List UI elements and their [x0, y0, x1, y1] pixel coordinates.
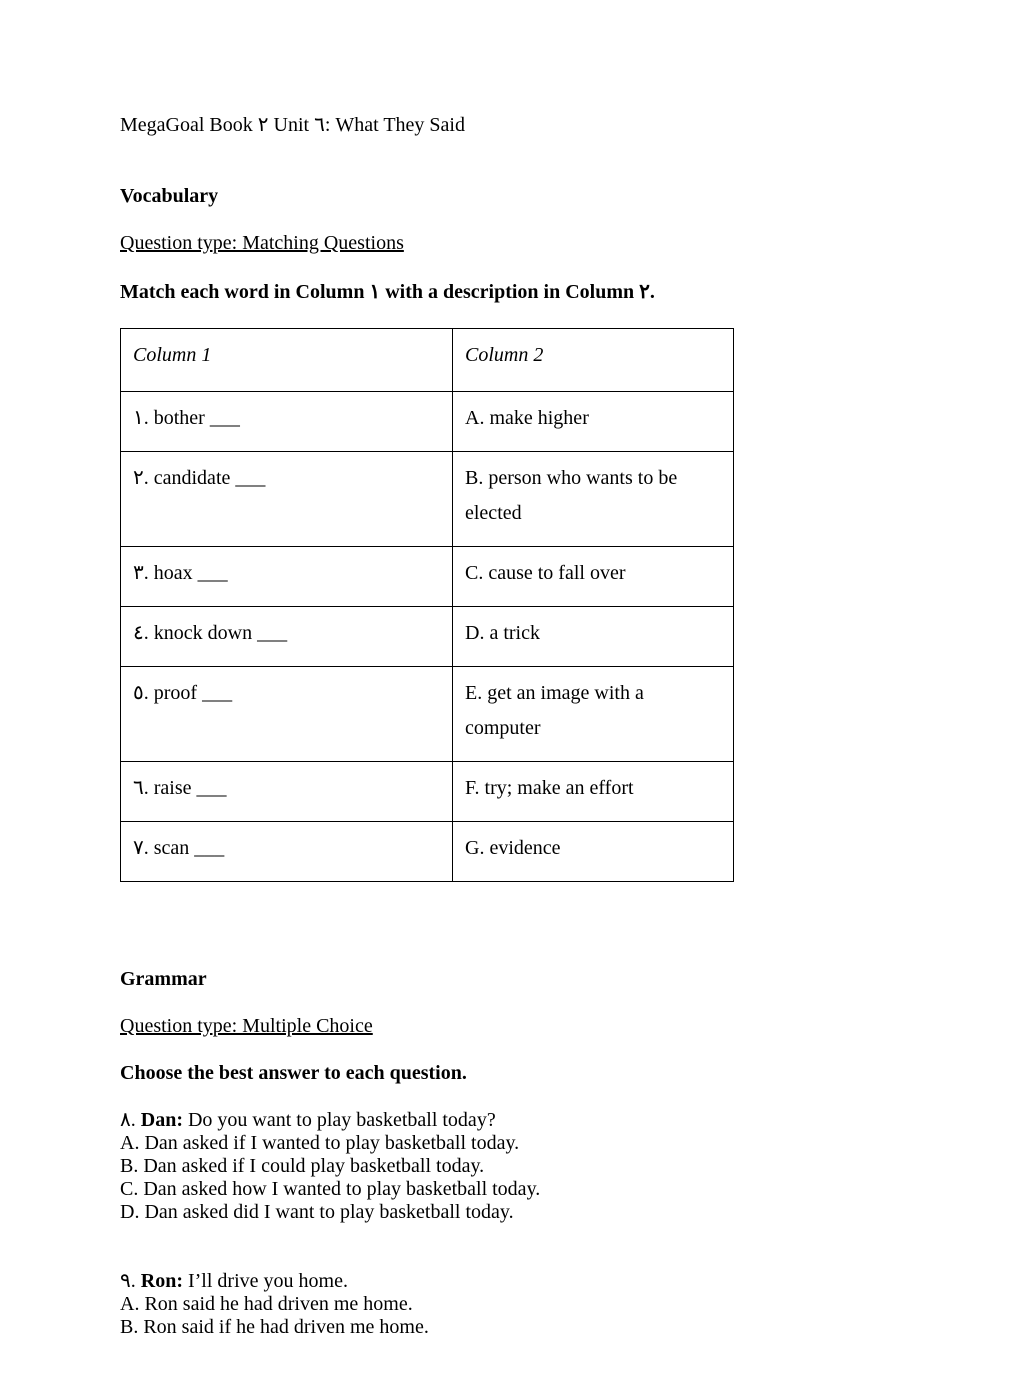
matching-table — [120, 328, 734, 882]
speaker-name: Dan: — [140, 1109, 183, 1131]
question-prompt — [120, 1270, 900, 1293]
word-cell: ١. bother ___ — [121, 392, 453, 452]
grammar-heading: Grammar — [120, 968, 207, 990]
question-number: ٩. — [120, 1270, 136, 1292]
column1-header: Column 1 — [121, 329, 453, 392]
question-text: Do you want to play basketball today? — [187, 1109, 496, 1131]
table-row — [121, 392, 734, 452]
table-row — [121, 547, 734, 607]
word-cell: ٣. hoax ___ — [121, 547, 453, 607]
description-cell: B. person who wants to be elected — [453, 452, 734, 547]
option-a: A. Ron said he had driven me home. — [120, 1293, 413, 1315]
table-row — [121, 667, 734, 762]
description-cell: C. cause to fall over — [453, 547, 734, 607]
question-8 — [120, 1109, 900, 1224]
option-d: D. Dan asked did I want to play basketball today. — [120, 1201, 514, 1223]
column2-header: Column 2 — [453, 329, 734, 392]
word-cell: ٦. raise ___ — [121, 762, 453, 822]
table-row — [121, 607, 734, 667]
word-cell: ٥. proof ___ — [121, 667, 453, 762]
vocabulary-instruction: Match each word in Column ١ with a description in Column ٢. — [120, 281, 655, 303]
table-row — [121, 452, 734, 547]
grammar-question-type: Question type: Multiple Choice — [120, 1015, 373, 1037]
table-row — [121, 762, 734, 822]
table-row — [121, 822, 734, 882]
question-prompt — [120, 1109, 900, 1132]
option-b: B. Ron said if he had driven me home. — [120, 1316, 429, 1338]
question-number: ٨. — [120, 1109, 136, 1131]
description-cell: F. try; make an effort — [453, 762, 734, 822]
question-9 — [120, 1270, 900, 1339]
section-spacer — [120, 882, 900, 918]
question-text: I’ll drive you home. — [187, 1270, 348, 1292]
word-cell: ٧. scan ___ — [121, 822, 453, 882]
option-a: A. Dan asked if I wanted to play basketball today. — [120, 1132, 520, 1154]
word-cell: ٤. knock down ___ — [121, 607, 453, 667]
description-cell: A. make higher — [453, 392, 734, 452]
vocabulary-question-type: Question type: Matching Questions — [120, 232, 404, 254]
description-cell: G. evidence — [453, 822, 734, 882]
option-c: C. Dan asked how I wanted to play basketball today. — [120, 1178, 541, 1200]
speaker-name: Ron: — [140, 1270, 183, 1292]
option-b: B. Dan asked if I could play basketball today. — [120, 1155, 485, 1177]
vocabulary-heading: Vocabulary — [120, 185, 219, 207]
word-cell: ٢. candidate ___ — [121, 452, 453, 547]
description-cell: E. get an image with a computer — [453, 667, 734, 762]
table-header-row — [121, 329, 734, 392]
grammar-instruction: Choose the best answer to each question. — [120, 1062, 467, 1084]
description-cell: D. a trick — [453, 607, 734, 667]
document-title: MegaGoal Book ٢ Unit ٦: What They Said — [120, 114, 465, 136]
